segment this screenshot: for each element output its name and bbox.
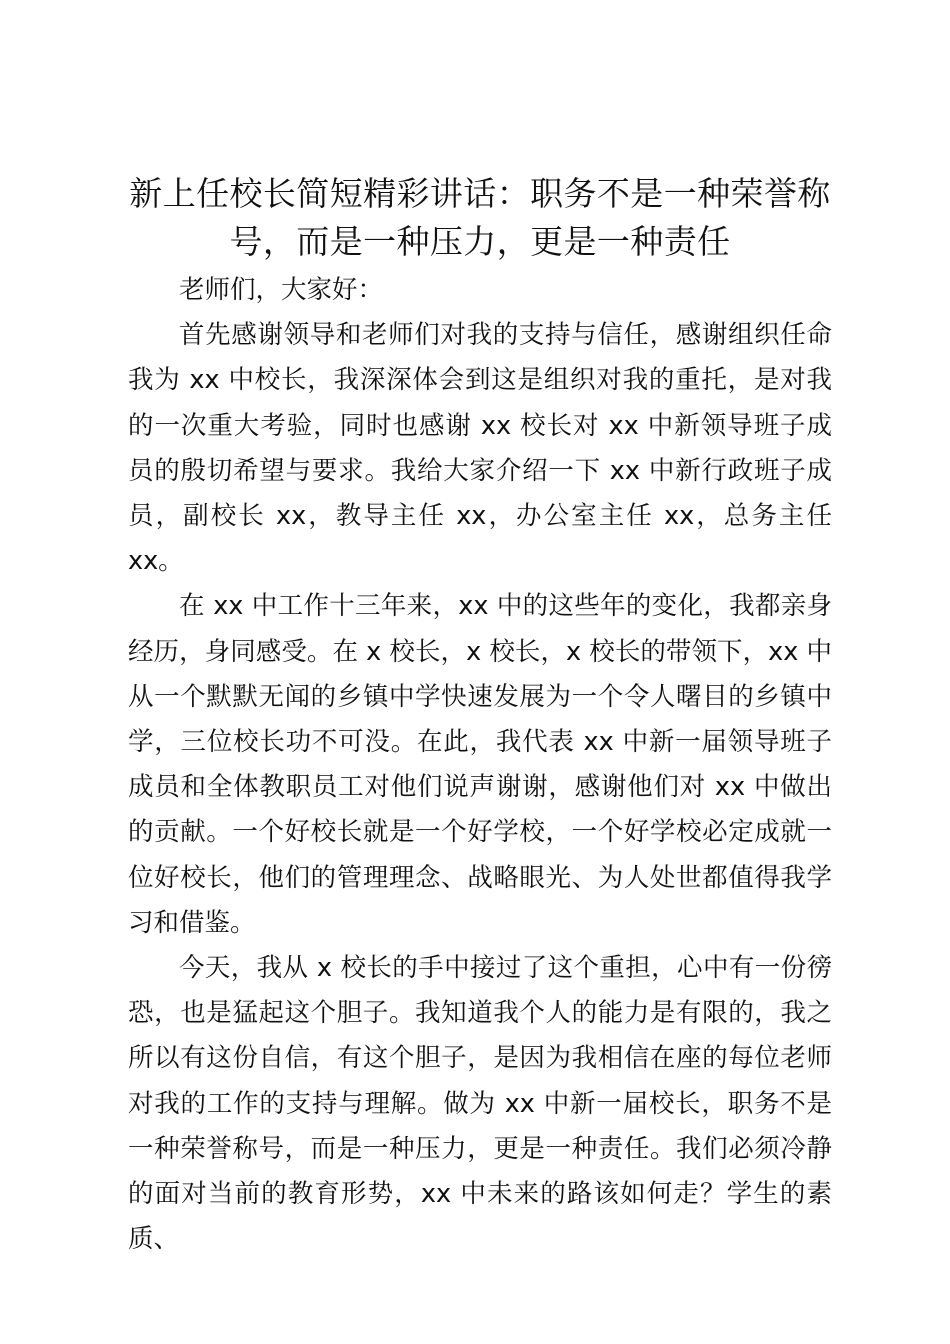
- greeting-paragraph: 老师们，大家好：: [179, 275, 384, 305]
- document-page: [128, 170, 832, 1262]
- document-body: [128, 268, 832, 1262]
- body-paragraph: 在 xx 中工作十三年来，xx 中的这些年的变化，我都亲身经历，身同感受。在 x 校长，x 校长，x 校长的带领下，xx 中从一个默默无闻的乡镇中学快速发展为一个令人曙目的乡镇中学，三位校长功不可没。在此，我代表 xx 中新一届领导班子成员和全体教职员工对他们说声谢谢，感谢他们对 xx 中做出的贡献。一个好校长就是一个好学校，一个好学校必定成就一位好校长，他们的管理理念、战略眼光、为人处世都值得我学习和借鉴。: [128, 591, 832, 938]
- body-paragraph: 今天，我从 x 校长的手中接过了这个重担，心中有一份徬恐，也是猛起这个胆子。我知道我个人的能力是有限的，我之所以有这份自信，有这个胆子，是因为我相信在座的每位老师对我的工作的支持与理解。做为 xx 中新一届校长，职务不是一种荣誉称号，而是一种压力，更是一种责任。我们必须冷静的面对当前的教育形势，xx 中未来的路该如何走？学生的素质、: [128, 953, 832, 1255]
- body-paragraph: 首先感谢领导和老师们对我的支持与信任，感谢组织任命我为 xx 中校长，我深深体会到这是组织对我的重托，是对我的一次重大考验，同时也感谢 xx 校长对 xx 中新领导班子成员的殷切希望与要求。我给大家介绍一下 xx 中新行政班子成员，副校长 xx，教导主任 xx，办公室主任 xx，总务主任 xx。: [128, 320, 832, 577]
- document-title: 新上任校长简短精彩讲话：职务不是一种荣誉称号，而是一种压力，更是一种责任: [129, 174, 831, 261]
